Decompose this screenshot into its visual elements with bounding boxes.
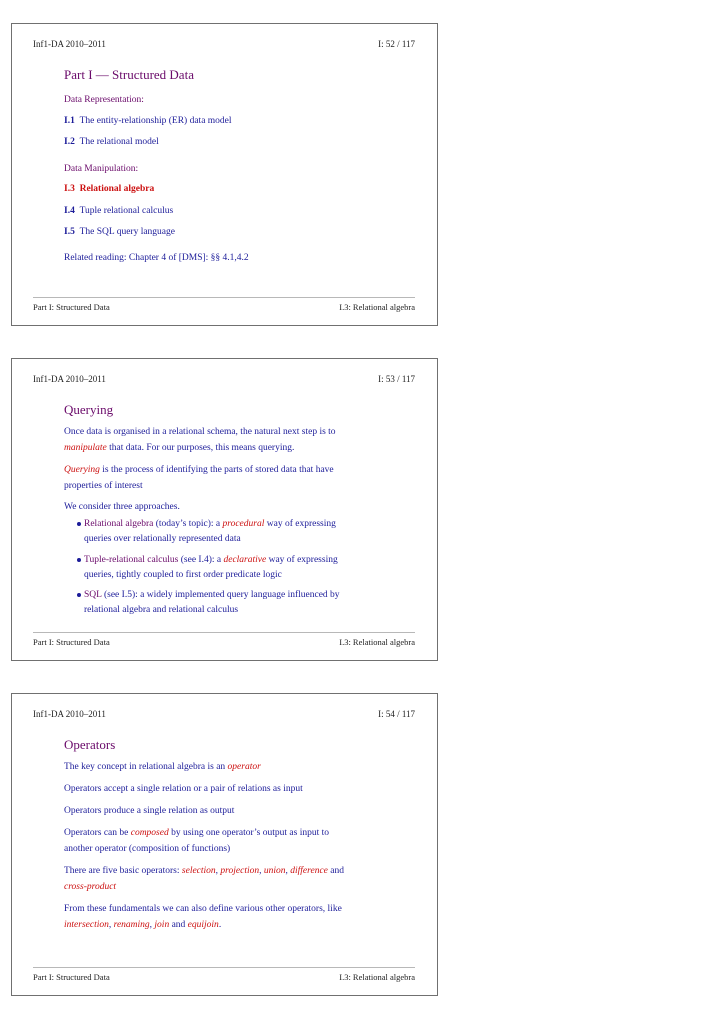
bullet-dot bbox=[77, 593, 81, 597]
bullet-dot bbox=[77, 522, 81, 526]
text: and bbox=[169, 920, 188, 930]
toc-item bbox=[64, 227, 175, 237]
paragraph-line: From these fundamentals we can also define various other operators, like bbox=[64, 904, 342, 914]
operator-term: cross-product bbox=[64, 882, 117, 892]
text: Operators can be bbox=[64, 828, 131, 838]
bullet-dot bbox=[77, 558, 81, 562]
toc-number: I.4 bbox=[64, 206, 75, 216]
emphasis: operator bbox=[227, 762, 261, 772]
emphasis: procedural bbox=[222, 519, 265, 529]
paragraph-line bbox=[64, 920, 221, 930]
toc-number: I.2 bbox=[64, 137, 75, 147]
operator-term: intersection bbox=[64, 920, 109, 930]
toc-text: The relational model bbox=[79, 137, 159, 147]
toc-text: Relational algebra bbox=[79, 184, 155, 194]
paragraph-line bbox=[64, 882, 116, 892]
toc-number: I.1 bbox=[64, 116, 75, 126]
toc-number: I.3 bbox=[64, 184, 75, 194]
slide-footer bbox=[33, 632, 415, 651]
text: (see I.4): a bbox=[178, 555, 224, 565]
text: is the process of identifying the parts of stored data that have bbox=[99, 465, 334, 475]
bullet-line bbox=[84, 519, 336, 529]
slide-title: Part I — Structured Data bbox=[64, 67, 194, 82]
term: SQL bbox=[84, 590, 102, 600]
operator-term: union bbox=[263, 866, 286, 876]
operator-term: renaming bbox=[113, 920, 150, 930]
paragraph-line bbox=[64, 866, 344, 876]
toc-item-current bbox=[64, 184, 154, 194]
text: The key concept in relational algebra is an bbox=[64, 762, 228, 772]
footer-section: I.3: Relational algebra bbox=[339, 302, 415, 312]
bullet-line bbox=[84, 555, 338, 565]
related-reading: Related reading: Chapter 4 of [DMS]: §§ 4.1,4.2 bbox=[64, 253, 249, 263]
separator: , bbox=[149, 920, 155, 930]
course-label: Inf1-DA 2010–2011 bbox=[33, 374, 106, 384]
paragraph-line: Operators produce a single relation as output bbox=[64, 806, 235, 816]
slide-title: Querying bbox=[64, 402, 114, 417]
paragraph-line bbox=[64, 762, 261, 772]
slide-footer bbox=[33, 967, 415, 986]
separator: , bbox=[108, 920, 114, 930]
paragraph-line bbox=[64, 828, 329, 838]
separator: , bbox=[215, 866, 221, 876]
paragraph-line: Once data is organised in a relational schema, the natural next step is to bbox=[64, 427, 336, 437]
paragraph-line: Operators accept a single relation or a pair of relations as input bbox=[64, 784, 303, 794]
section-heading: Data Representation: bbox=[64, 95, 144, 105]
emphasis: Querying bbox=[64, 465, 100, 475]
page-number: I: 52 / 117 bbox=[378, 39, 415, 49]
toc-number: I.5 bbox=[64, 227, 75, 237]
toc-text: The SQL query language bbox=[79, 227, 175, 237]
separator: , bbox=[259, 866, 264, 876]
emphasis: composed bbox=[130, 828, 169, 838]
operator-term: join bbox=[154, 920, 170, 930]
text: and bbox=[327, 866, 344, 876]
emphasis: manipulate bbox=[64, 443, 107, 453]
slide-54 bbox=[11, 693, 438, 996]
footer-part: Part I: Structured Data bbox=[33, 637, 110, 647]
footer-section: I.3: Relational algebra bbox=[339, 637, 415, 647]
footer-section: I.3: Relational algebra bbox=[339, 972, 415, 982]
text: (see I.5): a widely implemented query language influenced by bbox=[101, 590, 340, 600]
text: . bbox=[218, 920, 222, 930]
term: Tuple-relational calculus bbox=[84, 555, 179, 565]
operator-term: equijoin bbox=[187, 920, 219, 930]
toc-text: Tuple relational calculus bbox=[79, 206, 174, 216]
paragraph-line: another operator (composition of functions) bbox=[64, 844, 231, 854]
paragraph-line bbox=[64, 443, 294, 453]
footer-part: Part I: Structured Data bbox=[33, 302, 110, 312]
page-number: I: 53 / 117 bbox=[378, 374, 415, 384]
text: way of expressing bbox=[264, 519, 336, 529]
bullet-line: queries over relationally represented data bbox=[84, 534, 241, 544]
paragraph-line: We consider three approaches. bbox=[64, 502, 180, 512]
paragraph-line bbox=[64, 465, 334, 475]
course-label: Inf1-DA 2010–2011 bbox=[33, 709, 106, 719]
operator-term: projection bbox=[220, 866, 260, 876]
toc-item bbox=[64, 206, 173, 216]
slide-footer bbox=[33, 297, 415, 316]
slide-title: Operators bbox=[64, 737, 116, 752]
toc-text: The entity-relationship (ER) data model bbox=[79, 116, 232, 126]
bullet-line: relational algebra and relational calculus bbox=[84, 605, 239, 615]
footer-part: Part I: Structured Data bbox=[33, 972, 110, 982]
bullet-line bbox=[84, 590, 340, 600]
emphasis: declarative bbox=[223, 555, 267, 565]
term: Relational algebra bbox=[84, 519, 154, 529]
course-label: Inf1-DA 2010–2011 bbox=[33, 39, 106, 49]
toc-item bbox=[64, 137, 159, 147]
text: (today’s topic): a bbox=[153, 519, 223, 529]
paragraph-line: properties of interest bbox=[64, 481, 143, 491]
bullet-line: queries, tightly coupled to first order predicate logic bbox=[84, 570, 282, 580]
slide-52 bbox=[11, 23, 438, 326]
operator-term: difference bbox=[290, 866, 328, 876]
text: by using one operator’s output as input to bbox=[168, 828, 329, 838]
toc-item bbox=[64, 116, 232, 126]
text: There are five basic operators: bbox=[64, 866, 182, 876]
separator: , bbox=[285, 866, 291, 876]
slide-53 bbox=[11, 358, 438, 661]
section-heading: Data Manipulation: bbox=[64, 164, 139, 174]
text: that data. For our purposes, this means querying. bbox=[106, 443, 295, 453]
operator-term: selection bbox=[181, 866, 216, 876]
page-number: I: 54 / 117 bbox=[378, 709, 415, 719]
text: way of expressing bbox=[266, 555, 338, 565]
